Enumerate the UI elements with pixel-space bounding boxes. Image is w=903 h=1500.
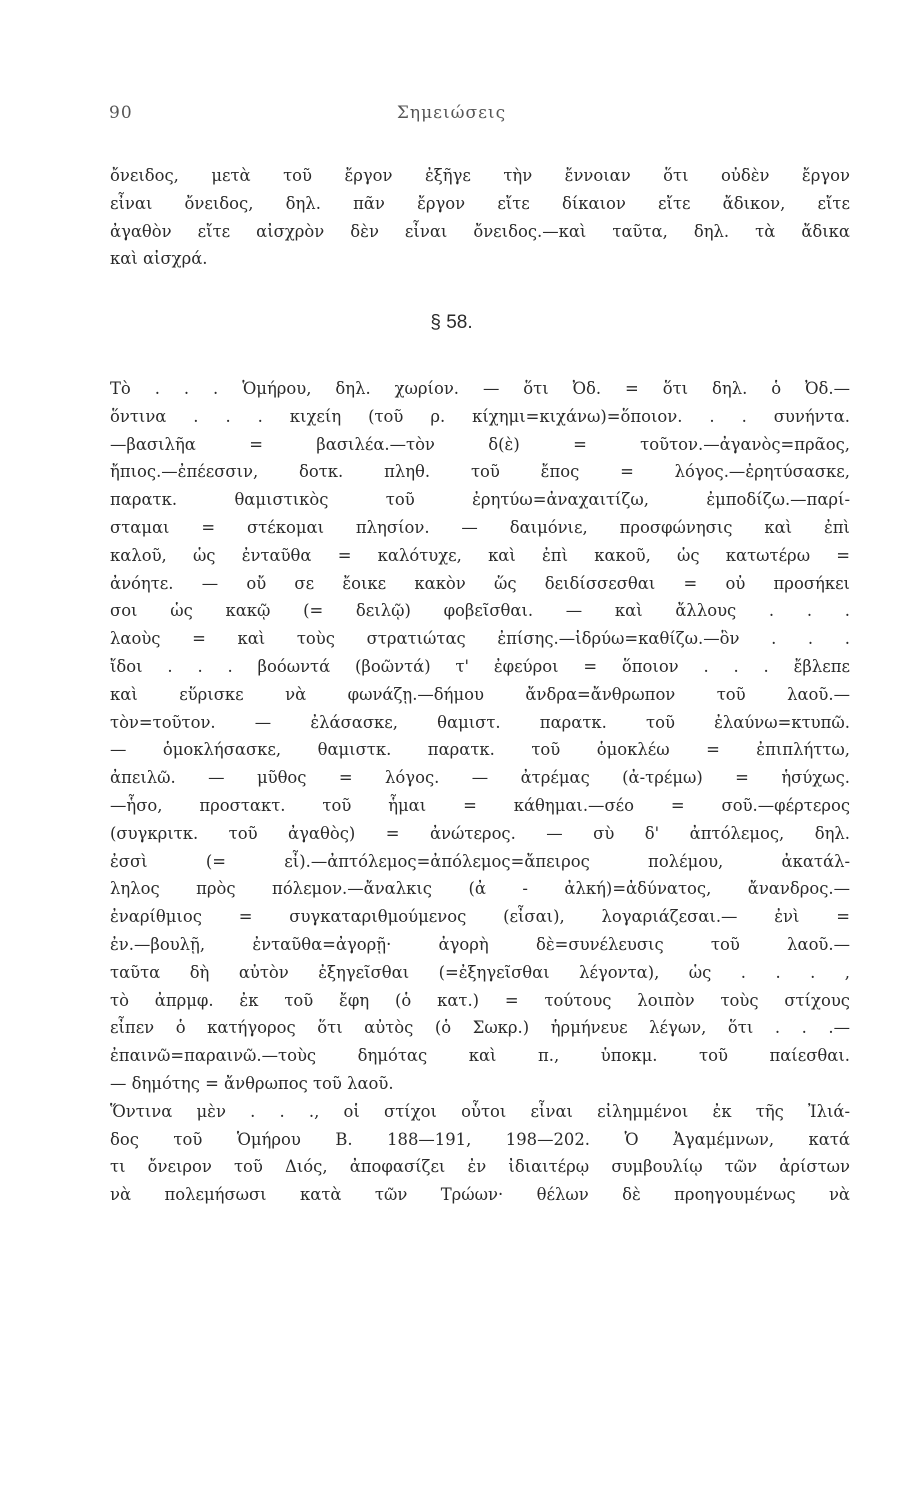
text-line: ἴδοι . . . βοόωντά (βοῶντά) τ' ἐφεύροι = ὅποιον . . . ἔβλεπε xyxy=(110,656,850,676)
text-line: τι ὄνειρον τοῦ Διός, ἀποφασίζει ἐν ἰδιαιτέρῳ συμβουλίῳ τῶν ἀρίστων xyxy=(110,1157,850,1177)
text-line: ὄνειδος, μετὰ τοῦ ἔργον ἐξῆγε τὴν ἔννοιαν ὅτι οὐδὲν ἔργον xyxy=(110,166,850,185)
text-line: (συγκριτκ. τοῦ ἀγαθὸς) = ἀνώτερος. — σὺ δ' ἀπτόλεμος, δηλ. xyxy=(110,823,850,843)
section-heading: § 58. xyxy=(430,312,473,333)
text-line: τὸν=τοῦτον. — ἐλάσασκε, θαμιστ. παρατκ. τοῦ ἐλαύνω=κτυπῶ. xyxy=(110,712,850,732)
text-line: τὸ ἀπρμφ. ἐκ τοῦ ἔφη (ὁ κατ.) = τούτους λοιπὸν τοὺς στίχους xyxy=(110,990,850,1010)
section-notes xyxy=(110,375,850,1209)
text-line: καὶ αἰσχρά. xyxy=(110,249,208,269)
text-line: νὰ πολεμήσωσι κατὰ τῶν Τρώων· θέλων δὲ προηγουμένως νὰ xyxy=(110,1185,850,1205)
text-line: καὶ εὕρισκε νὰ φωνάζῃ.—δήμου ἄνδρα=ἄνθρωπον τοῦ λαοῦ.— xyxy=(110,684,850,704)
text-line: —ἧσο, προστακτ. τοῦ ἧμαι = κάθημαι.—σέο = σοῦ.—φέρτερος xyxy=(110,795,850,815)
text-line: δος τοῦ Ὁμήρου Β. 188—191, 198—202. Ὁ Ἀγαμέμνων, κατά xyxy=(110,1129,850,1149)
text-line: ἀνόητε. — οὔ σε ἔοικε κακὸν ὥς δειδίσσεσθαι = οὐ προσήκει xyxy=(110,573,850,593)
text-line: εἶπεν ὁ κατήγορος ὅτι αὐτὸς (ὁ Σωκρ.) ἡρμήνευε λέγων, ὅτι . . .— xyxy=(110,1018,850,1038)
text-line: λαοὺς = καὶ τοὺς στρατιώτας ἐπίσης.—ἱδρύω=καθίζω.—ὃν . . . xyxy=(110,629,850,649)
text-line: σταμαι = στέκομαι πλησίον. — δαιμόνιε, προσφώνησις καὶ ἐπὶ xyxy=(110,517,850,537)
text-line: καλοῦ, ὡς ἐνταῦθα = καλότυχε, καὶ ἐπὶ κακοῦ, ὡς κατωτέρω = xyxy=(110,545,850,565)
page-header xyxy=(0,103,903,133)
text-line: σοι ὡς κακῷ (= δειλῷ) φοβεῖσθαι. — καὶ ἄλλους . . . xyxy=(110,601,850,621)
text-line: ταῦτα δὴ αὐτὸν ἐξηγεῖσθαι (=ἐξηγεῖσθαι λέγοντα), ὡς . . . , xyxy=(110,962,850,982)
text-line: ἐν.—βουλῇ, ἐνταῦθα=ἀγορῇ· ἀγορὴ δὲ=συνέλευσις τοῦ λαοῦ.— xyxy=(110,934,850,954)
text-line: εἶναι ὄνειδος, δηλ. πᾶν ἔργον εἴτε δίκαιον εἴτε ἄδικον, εἴτε xyxy=(110,193,850,213)
text-line: — ὁμοκλήσασκε, θαμιστκ. παρατκ. τοῦ ὁμοκλέω = ἐπιπλήττω, xyxy=(110,740,850,760)
text-line: —βασιλῆα = βασιλέα.—τὸν δ(ὲ) = τοῦτον.—ἀγανὸς=πρᾶος, xyxy=(110,434,850,454)
text-line: Τὸ . . . Ὁμήρου, δηλ. χωρίον. — ὅτι Ὀδ. = ὅτι δηλ. ὁ Ὀδ.— xyxy=(110,379,850,398)
text-line: ἤπιος.—ἐπέεσσιν, δοτκ. πληθ. τοῦ ἔπος = λόγος.—ἐρητύσασκε, xyxy=(110,462,850,482)
text-line: ληλος πρὸς πόλεμον.—ἄναλκις (ἀ - ἀλκή)=ἀδύνατος, ἄνανδρος.— xyxy=(110,879,850,899)
text-line: ἐπαινῶ=παραινῶ.—τοὺς δημότας καὶ π., ὑποκμ. τοῦ παίεσθαι. xyxy=(110,1046,850,1066)
text-line: παρατκ. θαμιστικὸς τοῦ ἐρητύω=ἀναχαιτίζω, ἐμποδίζω.—παρί- xyxy=(110,490,850,510)
page-number: 90 xyxy=(109,103,133,123)
text-line: ἀγαθὸν εἴτε αἰσχρὸν δὲν εἶναι ὄνειδος.—καὶ ταῦτα, δηλ. τὰ ἄδικα xyxy=(110,221,850,241)
text-line: ὅντινα . . . κιχείη (τοῦ ρ. κίχημι=κιχάνω)=ὅποιον. . . συνήντα. xyxy=(110,406,850,426)
text-line: — δημότης = ἄνθρωπος τοῦ λαοῦ. xyxy=(110,1073,394,1093)
paragraph-continuation xyxy=(110,162,850,273)
text-line: ἐσσὶ (= εἶ).—ἀπτόλεμος=ἀπόλεμος=ἄπειρος πολέμου, ἀκατάλ- xyxy=(110,851,850,871)
text-line: ἐναρίθμιος = συγκαταριθμούμενος (εἶσαι), λογαριάζεσαι.— ἐνὶ = xyxy=(110,907,850,927)
running-title: Σημειώσεις xyxy=(396,103,507,123)
text-line: ἀπειλῶ. — μῦθος = λόγος. — ἀτρέμας (ἀ-τρέμω) = ἡσύχως. xyxy=(110,768,850,788)
text-line: Ὅντινα μὲν . . ., οἱ στίχοι οὗτοι εἶναι εἰλημμένοι ἐκ τῆς Ἰλιά- xyxy=(110,1101,850,1121)
